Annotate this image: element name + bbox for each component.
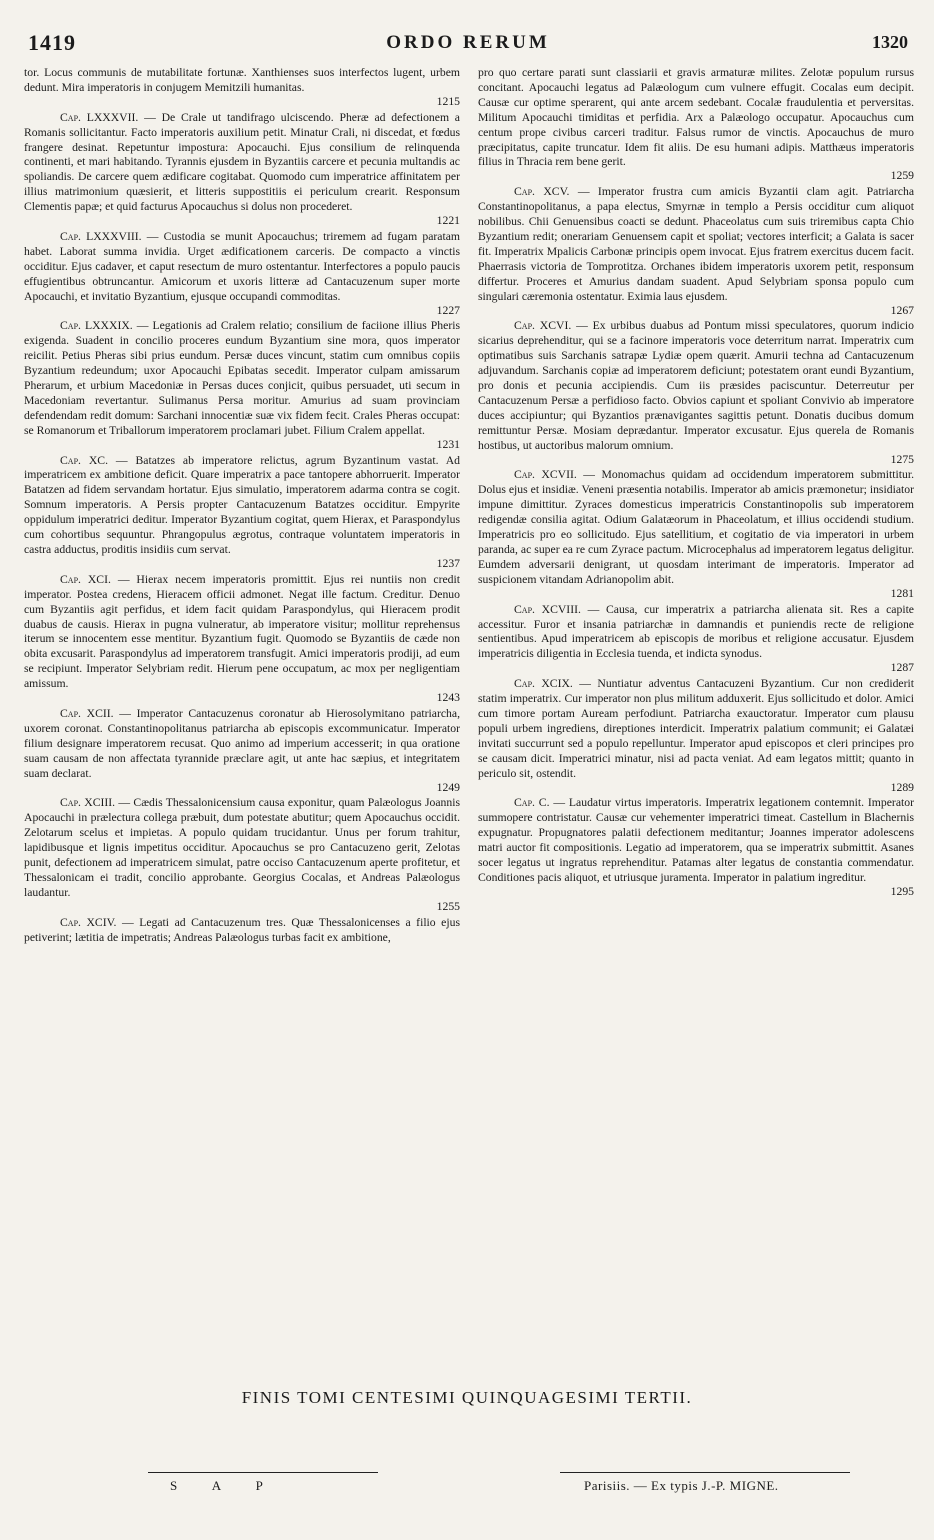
printer-imprint: Parisiis. — Ex typis J.-P. MIGNE.	[584, 1478, 779, 1493]
column-page-reference: 1289	[890, 780, 914, 794]
chapter-heading: Cap. XCVI.	[514, 319, 572, 333]
summary-text: — De Crale ut tandifrago ulciscendo. Pheræ ad defectionem a Romanis sollicitantur. Facto imperatoris auxilium petit. Minatur Crali, ni discedat, et fœdus frangere desinat. Repetuntur impostura: Apocauchi. Ejus consilium de relinquenda continenti, et mari habitando. Tyrannis ejusdem in Byzantiis carcere et pecunia multandis ac spoliandis. De carcere quem ædificare cogitabat. Quomodo cum imperatrice affinitatem per illius matrimonium quæsierit, et litteris suppostitiis ei periculum crearit. Responsum Clementis papæ; et quid facturus Apocauchus si dolus non procederet.	[24, 110, 460, 214]
footer-rule-right	[560, 1472, 850, 1473]
footer-rule-left	[148, 1472, 378, 1473]
summary-text: — Nuntiatur adventus Cantacuzeni Byzantium. Cur non crediderit statim imperatrix. Cur imperator non plus militum adduxerit. Ejus sollicitudo et dolor. Amici cum timore portam Auream perfodiunt. Patriarcha exauctoratur. Imperator cum plausu populi urbem ingrediens, direptiones interdicit. Imperatrix palatium communit; ei Galatæi invitati succurrunt sed a populo repelluntur. Imperator apud episcopos et cleri principes pro se causam dicit. Imperatrici minatur, nisi ad pacta veniat. Ad eam legatos mittit; quanto in periculo sit, ostendit.	[478, 677, 915, 780]
chapter-summary	[24, 573, 460, 706]
chapter-summary	[478, 66, 914, 184]
column-page-reference: 1231	[436, 437, 460, 451]
summary-text: — Legationis ad Cralem relatio; consilium de faciione illius Pheris exigenda. Suadent in concilio proceres eundum Byzantium sine mora, quos imperator reicilit. Petius Pheras sibi prius eundum. Persæ duces vincunt, statim cum omnibus copiis Byzantium redeundum; uxor Apocauchi Epibatas secedit. Imperator culpam amissarum Pherarum, et urbium Macedoniæ in Persas duces conjicit, quibus persuadet, uti secum in Macedoniam revertantur. Sulimanus Persa moritur. Amurius ad suam provinciam defendendam redit domum: Sarchani innocentiæ suæ vix fidem fecit. Crales Pheras occupat: se Romanorum et Triballorum imperatorem proclamari jubet. Filium Cralem appellat.	[24, 319, 461, 437]
chapter-summary	[478, 677, 914, 795]
summary-text: — Custodia se munit Apocauchus; triremem ad fugam paratam habet. Laborat summa invidia. Urget ædificationem carceris. De compacto a vinctis occiditur. Ejus cadaver, et caput resectum de muro ostentantur. Interfectores a populo paucis effugientibus obtruncantur. Amicorum et uxoris litteræ ad Cantacuzenum super morte Apocauchi, et invitatio Byzantium, ejusque occupandi commoditas.	[24, 229, 460, 303]
page-header	[28, 30, 908, 56]
summary-text: — Imperator Cantacuzenus coronatur ab Hierosolymitano patriarcha, uxorem coronat. Constantinopolitanus patriarcha ab episcopis excommunicatur. Imperator filium designare imperatorem recusat. Quo animo ad imperium accesserit; in qua oratione suam causam de non affectata tyrannide præclare agit, ut ante hac sæpius, et integritatem suam declarat.	[24, 706, 461, 780]
chapter-summary	[24, 111, 460, 229]
left-column	[24, 66, 460, 945]
summary-text: — Monomachus quidam ad occidendum imperatorem submittitur. Dolus ejus et insidiæ. Veneni præsentia notabilis. Imperator ab amicis præmonetur; insidiator impune dimittitur. Zyraces domesticus imperatricis Constantinopolis sub imperatorem redigendæ consilia agitat. Odium Galatæorum in Phaceolatum, et illius occidendi studium. Imperatricis pro eo sollicitudo. Ejus satellitium, et cogitatio de via imperatori in urbem paranda, ac super ea re cum Zyrace pactum. Microcephalus ad imperatorem legatus deligitur. Eumdem adversarii denigrant, ut quosdam interimant de imperatoris. Imperator ad suspicionem vitandam Adrianopolim abit.	[478, 468, 914, 586]
chapter-heading: Cap. XCII.	[60, 706, 114, 720]
chapter-heading: Cap. C.	[514, 796, 550, 810]
chapter-summary	[24, 230, 460, 318]
right-column	[478, 66, 914, 900]
running-title: ORDO RERUM	[386, 32, 550, 53]
chapter-summary	[478, 185, 914, 318]
column-page-reference: 1249	[436, 780, 460, 794]
chapter-summary	[478, 603, 914, 677]
summary-text: — Causa, cur imperatrix a patriarcha alienata sit. Res a capite accessitur. Furor et insania patriarchæ in damnandis et puniendis recte de religione sentientibus. Apud imperatricem ab episcopis de moribus et religione accusatur. Ejusdem imperatricis diligentia in Ecclesia tuenda, et indicta synodus.	[478, 602, 914, 661]
chapter-heading: Cap. LXXXVII.	[60, 110, 139, 124]
summary-text: — Imperator frustra cum amicis Byzantii clam agit. Patriarcha Constantinopolitanus, a papa electus, Smyrnæ in templo a Persis occiditur cum aliquot nobilibus. Chii Genuensibus coacti se dedunt. Phaceolatus cum suis triremibus capta Chio Byzantium redit; onerariam Genuensem capit et spoliat; vectores interficit; a Galata is sacer fit. Imperatrix Mpalicis Carbonæ principis opem invocat. Ejus fratrem exercitus ducem facit. Phaerrasis victoria de Tomprotitza. Orchanes ibidem imperatoris uxorem petit, responsum differtur. Proceres et Amurius dandam suadent. Apud Selybriam sponsa populo cum singulari cæremonia ostentatur. Eximia laus ejusdem.	[478, 185, 915, 303]
chapter-heading: Cap. XCI.	[60, 572, 111, 586]
summary-text: — Laudatur virtus imperatoris. Imperatrix legationem contemnit. Imperator summopere contristatur. Causæ cur vehementer imperatrici timeat. Castellum in Blachernis expugnatur. Propugnatores palatii defectionem meditantur; Joannes imperator adolescens matri auctor fit compositionis. Legatio ad imperatorem, qua se imperatrix submittit. Asanes socer legatus ut ingratus reprehenditur. Patamas alter legatus de constantia commendatur. Conditiones pacis aliquot, et utriusque juramenta. Imperator in palatium ingreditur.	[478, 796, 914, 884]
chapter-summary	[478, 319, 914, 467]
chapter-summary	[478, 796, 914, 899]
column-page-reference: 1281	[890, 586, 914, 600]
printer-signature: S A P	[170, 1478, 279, 1493]
chapter-summary	[24, 707, 460, 795]
finis-line: FINIS TOMI CENTESIMI QUINQUAGESIMI TERTII.	[241, 1388, 693, 1407]
column-page-reference: 1275	[890, 452, 914, 466]
chapter-summary	[24, 66, 460, 110]
summary-text: — Cædis Thessalonicensium causa exponitur, quam Palæologus Joannis Apocauchi in prælectura collega præbuit, dum potestate abutitur; quem Apocauchus occidit. Zelotarum scelus et impietas. A populo quidam trucidantur. Unus per forum trahitur, lapidibusque et lignis impetitus occiditur. Apocauchus se pro Cantacuzeno gerit, Zelotas punit, defectionem ad imperatricem simulat, patre occiso Cantacuzenum aperte profitetur, et Thessalonicam ei tradit, concilio approbante. Georgius Cocalas, et Andreas Palæologus laudantur.	[24, 796, 461, 899]
chapter-heading: Cap. XCIV.	[60, 915, 117, 929]
chapter-summary	[24, 916, 460, 946]
summary-text: — Hierax necem imperatoris promittit. Ejus rei nuntiis non credit imperator. Postea credens, Hieracem officii admonet. Negat ille factum. Creditur. Denuo cum Byzantiis agit perfidus, et idem facit quidam Paraspondylus, qui Hieracem prodit duabus de causis. Hierax in pugna vulneratur, ab imperatore visitur; mollitur reprehensus iterum se innocentem esse mentitur. Byzantium fugit. Quomodo se Byzantiis de cæde non obita excusarit. Paraspondylus ad imperatorem transfugit. Amici imperatoris prodiji, ad eum se recipiunt. Imperator Selybriam redit. Hierum pene occupatum, ac mox per negligentiam amissum.	[24, 572, 461, 691]
chapter-heading: Cap. XCVII.	[514, 468, 577, 482]
chapter-heading: Cap. XCVIII.	[514, 602, 581, 616]
column-page-reference: 1259	[890, 169, 914, 183]
chapter-heading: Cap. LXXXIX.	[60, 319, 133, 333]
page-number-left: 1419	[28, 30, 76, 55]
summary-text: — Ex urbibus duabus ad Pontum missi speculatores, quorum indicio sicarius deprehenditur, qui se a facinore imperatoris voce deterritum narrat. Imperatrix cum optimatibus suis Sarchanis satrapæ Lydiæ opem quærit. Amurii techna ad Cantacuzenum adjuvandum. Sarchanis copiæ ad imperatorem deficiunt; potestatem orant eundi Byzantium, pro donis et pecunia accipiendis. Cum iis præsides paciscuntur. Deterreutur per Cantacuzenum Persæ a perfidioso facto. Obvios capiunt et spoliant Convivio ab imperatore duces accipiuntur; qui Byzantios prænavigantes sagittis petunt. Donatis ducibus domum remittuntur Persæ. Mosiam deprædantur. Imperator excusatur. Ejus querela de Romanis hostibus, ut auctoribus malorum omnium.	[478, 319, 915, 452]
summary-text: pro quo certare parati sunt classiarii et gravis armaturæ milites. Zelotæ populum rursus concitant. Apocauchi legatus ad Palæologum cum vulnere effugit. Cocalas eum decipit. Causæ cur optime sperarent, qui ante arcem sedebant. Cocalæ fraudulentia et perversitas. Militum Apocauchi timiditas et perfidia. Arx a Palæologo occupatur. Apocauchus cum centum prope civibus carceri traditur. Falsus rumor de vinctis. Apocauchus de muro præcipitatus, capite truncatur. Idem fit aliis. De esu humani adipis. Matthæus imperatoris filius in Thracia rem bene gerit.	[478, 66, 914, 169]
page-number-right: 1320	[872, 32, 908, 52]
chapter-heading: Cap. LXXXVIII.	[60, 229, 142, 243]
chapter-heading: Cap. XC.	[60, 453, 108, 467]
summary-text: tor. Locus communis de mutabilitate fortunæ. Xanthienses suos interfectos lugent, urbem dedunt. Mira imperatoris in conjugem Memitzili humanitas.	[24, 66, 460, 94]
column-page-reference: 1227	[436, 303, 460, 317]
chapter-summary	[24, 796, 460, 914]
column-page-reference: 1267	[890, 303, 914, 317]
column-page-reference: 1255	[436, 899, 460, 913]
column-page-reference: 1287	[890, 661, 914, 675]
column-page-reference: 1215	[436, 94, 460, 108]
chapter-summary	[24, 454, 460, 572]
column-page-reference: 1243	[436, 691, 460, 705]
column-page-reference: 1295	[890, 884, 914, 898]
chapter-summary	[478, 468, 914, 601]
chapter-heading: Cap. XCV.	[514, 185, 570, 199]
summary-text: — Legati ad Cantacuzenum tres. Quæ Thessalonicenses a filio ejus petiverint; lætitia de impetratis; Andreas Palæologus turbas facit ex ambitione,	[24, 915, 461, 944]
summary-text: — Batatzes ab imperatore relictus, agrum Byzantinum vastat. Ad imperatricem ex ambitione deficit. Quare imperatrix a pace tantopere abhorruerit. Imperator Batatzen ad fidem servandam hortatur. Ejus simulatio, imperatorem adarma contra se cogit. Somnum imperatoris. A Persis propter Cantacuzenum Batatzes occiditur. Empyrite oppidulum imperatrici deditur. Imperator Byzantium cogitat, quem Hierax, et Paraspondylus cum cohortibus sequuntur. Phrangopulus ægrotus, contraque voluntatem imperatoris in castra adductus, proditis insidiis cum servat.	[24, 453, 461, 556]
chapter-heading: Cap. XCIII.	[60, 796, 116, 810]
chapter-summary	[24, 319, 460, 452]
chapter-heading: Cap. XCIX.	[514, 677, 573, 691]
column-page-reference: 1237	[436, 556, 460, 570]
column-page-reference: 1221	[436, 214, 460, 228]
